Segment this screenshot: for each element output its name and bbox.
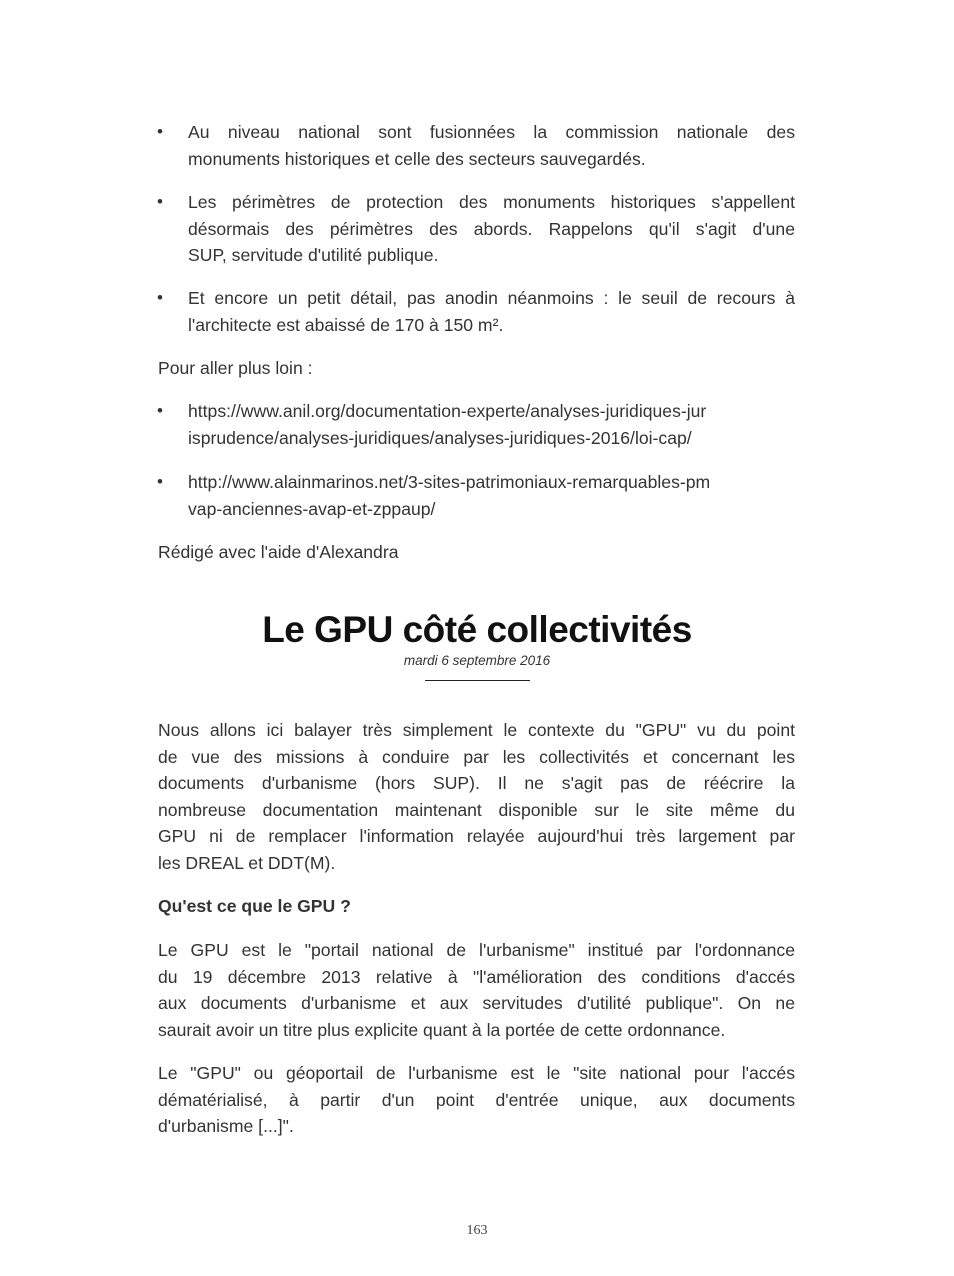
text-line: l'architecte est abaissé de 170 à 150 m².	[188, 314, 504, 335]
text-line: Le "GPU" ou géoportail de l'urbanisme est le "site national pour l'accés	[158, 1063, 795, 1083]
text-line: https://www.anil.org/documentation-experte/analyses-juridiques-jur	[188, 401, 707, 421]
bullet-icon: •	[157, 401, 163, 420]
text-line: monuments historiques et celle des secteurs sauvegardés.	[188, 148, 646, 169]
text-line: Les périmètres de protection des monuments historiques s'appellent	[188, 192, 795, 212]
article-title: Le GPU côté collectivités	[262, 609, 692, 650]
bullet-icon: •	[157, 192, 163, 211]
paragraph	[158, 937, 795, 1043]
text-line: SUP, servitude d'utilité publique.	[188, 245, 439, 265]
bullet-item	[157, 119, 795, 172]
bullet-icon: •	[157, 122, 163, 141]
bullet-item	[157, 189, 795, 269]
text-line: nombreuse documentation maintenant disponible sur le site même du	[158, 799, 795, 820]
separator-rule	[425, 680, 530, 681]
section-heading: Qu'est ce que le GPU ?	[158, 896, 351, 916]
text-line: http://www.alainmarinos.net/3-sites-patrimoniaux-remarquables-pm	[188, 472, 711, 492]
page-number: 163	[466, 1223, 488, 1238]
text-line: saurait avoir un titre plus explicite quant à la portée de cette ordonnance.	[158, 1019, 726, 1040]
text-line: les DREAL et DDT(M).	[158, 852, 336, 873]
text-line: Et encore un petit détail, pas anodin néanmoins : le seuil de recours à	[188, 288, 795, 308]
text-line: isprudence/analyses-juridiques/analyses-juridiques-2016/loi-cap/	[188, 427, 692, 448]
bullet-icon: •	[157, 472, 163, 491]
further-reading-label: Pour aller plus loin :	[158, 358, 313, 378]
text-line: d'urbanisme [...]".	[158, 1116, 294, 1136]
text-line: Au niveau national sont fusionnées la commission nationale des	[188, 122, 795, 142]
bullet-icon: •	[157, 288, 163, 307]
article-date: mardi 6 septembre 2016	[403, 653, 551, 668]
text-line: désormais des périmètres des abords. Rappelons qu'il s'agit d'une	[188, 218, 795, 239]
text-line: GPU ni de remplacer l'information relayée aujourd'hui très largement par	[158, 826, 795, 846]
text-line: documents d'urbanisme (hors SUP). Il ne s'agit pas de réécrire la	[158, 773, 795, 793]
text-line: Le GPU est le "portail national de l'urbanisme" institué par l'ordonnance	[158, 940, 795, 960]
bullet-item	[157, 285, 795, 338]
link-item[interactable]	[157, 398, 795, 451]
paragraph	[158, 1060, 795, 1140]
text-line: Nous allons ici balayer très simplement le contexte du "GPU" vu du point	[158, 720, 795, 740]
text-line: de vue des missions à conduire par les collectivités et concernant les	[158, 746, 795, 767]
text-line: aux documents d'urbanisme et aux servitudes d'utilité publique". On ne	[158, 993, 795, 1013]
text-line: du 19 décembre 2013 relative à "l'amélioration des conditions d'accés	[158, 966, 795, 987]
credit-text: Rédigé avec l'aide d'Alexandra	[158, 542, 399, 562]
text-line: vap-anciennes-avap-et-zppaup/	[188, 498, 436, 519]
intro-paragraph	[158, 717, 795, 876]
link-item[interactable]	[157, 469, 795, 522]
text-line: dématérialisé, à partir d'un point d'entrée unique, aux documents	[158, 1089, 795, 1110]
